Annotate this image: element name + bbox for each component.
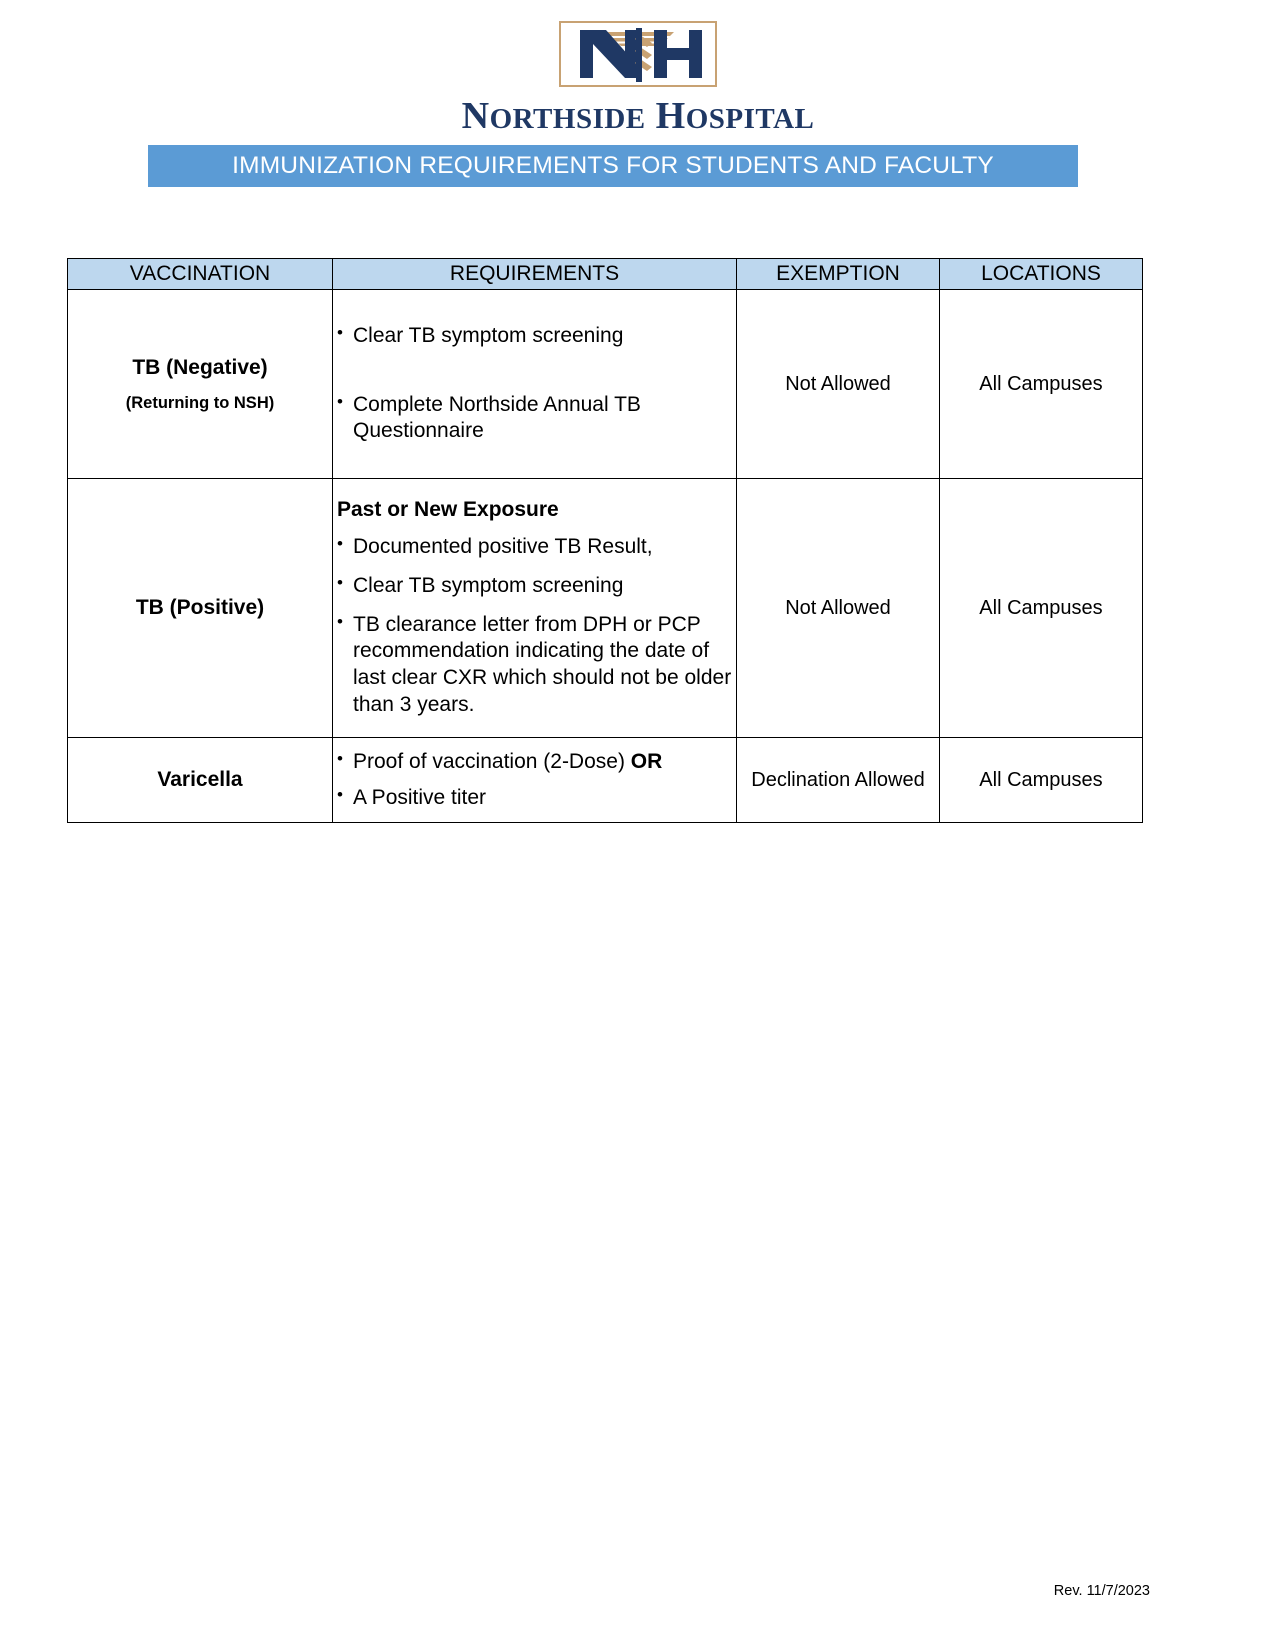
requirements-list [333,323,736,446]
list-item: • Clear TB symptom screening [333,323,736,350]
column-header-vaccination: VACCINATION [68,259,333,290]
table-row [68,738,1143,823]
list-item-emphasis: OR [630,749,663,773]
vaccination-name: TB (Positive) [135,596,265,620]
northside-hospital-wordmark [403,94,873,138]
cell-locations: All Campuses [940,738,1143,823]
list-item [333,785,736,812]
requirements-list [333,749,736,812]
immunization-requirements-table [67,258,1143,823]
list-item: • Complete Northside Annual TB Questionnaire [333,392,736,446]
cell-vaccination [68,738,333,823]
vaccination-name: TB (Negative) [132,355,268,379]
page-title: IMMUNIZATION REQUIREMENTS FOR STUDENTS AND FACULTY [232,152,994,179]
list-item: • TB clearance letter from DPH or PCP recommendation indicating the date of last clear CXR which should not be older than 3 years. [333,612,736,720]
cell-exemption: Not Allowed [737,479,940,738]
cell-requirements [333,479,737,738]
vaccination-subnote: (Returning to NSH) [125,394,275,413]
revision-footer: Rev. 11/7/2023 [1053,1583,1150,1599]
cell-locations: All Campuses [940,479,1143,738]
requirements-heading: Past or New Exposure [337,497,559,521]
column-header-locations: LOCATIONS [940,259,1143,290]
cell-vaccination [68,290,333,479]
svg-text:NORTHSIDE HOSPITAL: NORTHSIDE HOSPITAL [461,95,814,137]
list-item-text: Proof of vaccination (2-Dose) [353,749,631,773]
logo-block [0,18,1275,138]
table-header-row [68,259,1143,290]
vaccination-name: Varicella [157,768,243,792]
cell-exemption: Not Allowed [737,290,940,479]
cell-vaccination [68,479,333,738]
cell-locations: All Campuses [940,290,1143,479]
northside-nh-logo-icon [558,18,718,90]
list-item: • Clear TB symptom screening [333,573,736,600]
table-row [68,290,1143,479]
table-row [68,479,1143,738]
column-header-exemption: EXEMPTION [737,259,940,290]
list-item [333,749,736,776]
list-item: • Documented positive TB Result, [333,534,736,561]
page-title-banner [148,145,1078,187]
cell-exemption: Declination Allowed [737,738,940,823]
cell-requirements [333,290,737,479]
column-header-requirements: REQUIREMENTS [333,259,737,290]
cell-requirements [333,738,737,823]
requirements-list [333,534,736,719]
list-item-text: A Positive titer [353,785,487,809]
